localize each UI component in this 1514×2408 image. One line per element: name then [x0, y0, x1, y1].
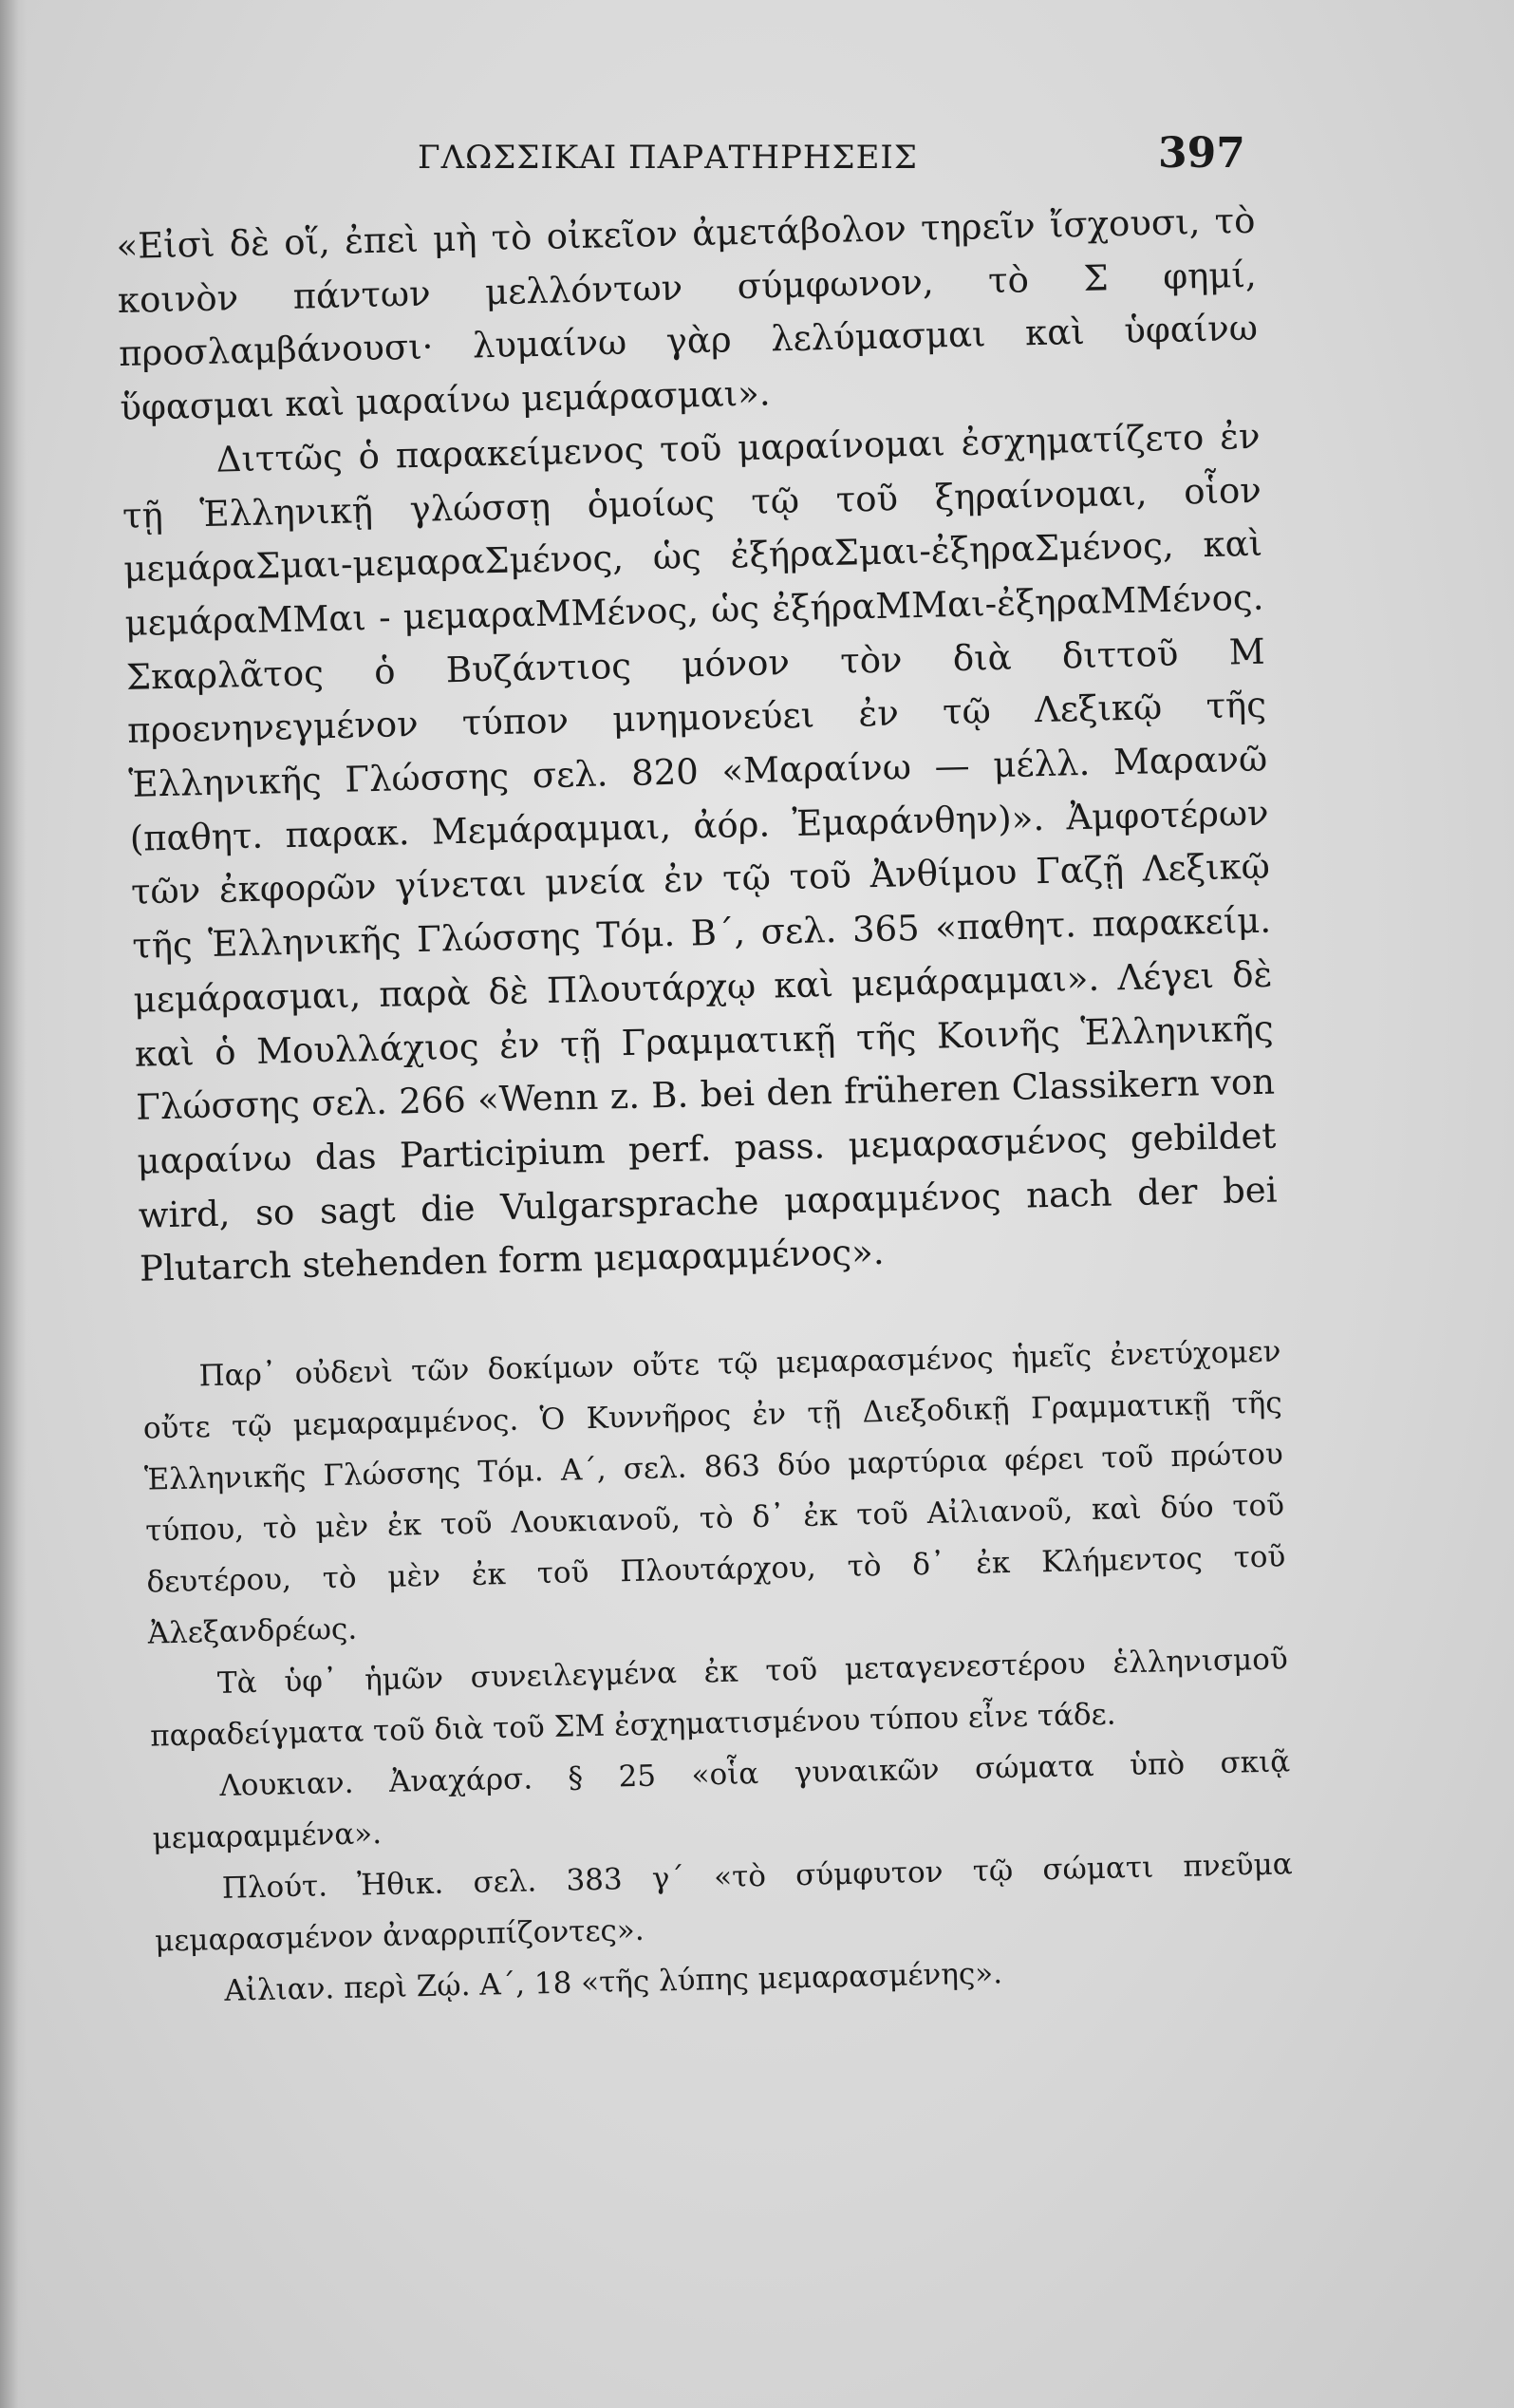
footnote-citation: Αἰλιαν. περὶ Ζῴ. Α΄, 18 «τῆς λύπης μεμαρασμένης».: [223, 1956, 1003, 2008]
footnote-citation: Λουκιαν. Ἀναχάρσ. § 25 «οἷα γυναικῶν σώματα ὑπὸ σκιᾷ μεμαραμμένα».: [152, 1744, 1291, 1856]
main-paragraph: Διττῶς ὁ παρακείμενος τοῦ μαραίνομαι ἐσχηματίζετο ἐν τῇ Ἑλληνικῇ γλώσσῃ ὁμοίως τῷ τοῦ ξηραίνομαι, οἷον μεμάραΣμαι-μεμαραΣμένος, ὡς ἐξήραΣμαι-ἐξηραΣμένος, καὶ μεμάραΜΜαι - μεμαραΜΜένος, ὡς ἐξήραΜΜαι-ἐξηραΜΜένος. Σκαρλᾶτος ὁ Βυζάντιος μόνον τὸν διὰ διττοῦ Μ προενηνεγμένον τύπον μνημονεύει ἐν τῷ Λεξικῷ τῆς Ἑλληνικῆς Γλώσσης σελ. 820 «Μαραίνω — μέλλ. Μαρανῶ (παθητ. παρακ. Μεμάραμμαι, ἀόρ. Ἐμαράνθην)». Ἀμφοτέρων τῶν ἐκφορῶν γίνεται μνεία ἐν τῷ τοῦ Ἀνθίμου Γαζῇ Λεξικῷ τῆς Ἑλληνικῆς Γλώσσης Τόμ. Β΄, σελ. 365 «παθητ. παρακείμ. μεμάρασμαι, παρὰ δὲ Πλουτάρχῳ καὶ μεμάραμμαι». Λέγει δὲ καὶ ὁ Μουλλάχιος ἐν τῇ Γραμματικῇ τῆς Κοινῆς Ἑλληνικῆς Γλώσσης σελ. 266 «Wenn z. B. bei den früheren Classikern von μαραίνω das Participium perf. pass. μεμαρασμένος gebildet wird, so sagt die Vulgarsprache μαραμμένος nach der bei Plutarch stehenden form μεμαραμμένος».: [121, 415, 1278, 1290]
footnote-citation: Πλούτ. Ἠθικ. σελ. 383 γ΄ «τὸ σύμφυτον τῷ σώματι πνεῦμα μεμαρασμένον ἀναρριπίζοντες».: [154, 1847, 1294, 1959]
running-head: ΓΛΩΣΣΙΚΑΙ ΠΑΡΑΤΗΡΗΣΕΙΣ: [418, 139, 918, 177]
footnote-paragraph: Τὰ ὑφ᾽ ἡμῶν συνειλεγμένα ἐκ τοῦ μεταγενεστέρου ἑλληνισμοῦ παραδείγματα τοῦ διὰ τοῦ ΣΜ ἐσχηματισμένου τύπου εἶνε τάδε.: [149, 1642, 1289, 1754]
footnote-paragraph: Παρ᾽ οὐδενὶ τῶν δοκίμων οὔτε τῷ μεμαρασμένος ἡμεῖς ἐνετύχομεν οὔτε τῷ μεμαραμμένος. Ὁ Κυννῆρος ἐν τῇ Διεξοδικῇ Γραμματικῇ τῆς Ἑλληνικῆς Γλώσσης Τόμ. Α΄, σελ. 863 δύο μαρτύρια φέρει τοῦ πρώτου τύπου, τὸ μὲν ἐκ τοῦ Λουκιανοῦ, τὸ δ᾽ ἐκ τοῦ Αἰλιανοῦ, καὶ δύο τοῦ δευτέρου, τὸ μὲν ἐκ τοῦ Πλουτάρχου, τὸ δ᾽ ἐκ Κλήμεντος τοῦ Ἀλεξανδρέως.: [142, 1334, 1286, 1651]
footnotes: [141, 1326, 1296, 2019]
page-body: [116, 195, 1296, 2019]
main-paragraph: «Εἰσὶ δὲ οἵ, ἐπεὶ μὴ τὸ οἰκεῖον ἀμετάβολον τηρεῖν ἴσχουσι, τὸ κοινὸν πάντων μελλόντων σύμφωνον, τὸ Σ φημί, προσλαμβάνουσι· λυμαίνω γὰρ λελύμασμαι καὶ ὑφαίνω ὕφασμαι καὶ μαραίνω μεμάρασμαι».: [116, 199, 1259, 429]
page-edge-shadow: [0, 0, 27, 2408]
page-header: [0, 122, 1514, 179]
main-text: [116, 195, 1279, 1297]
page-number: 397: [1158, 129, 1245, 178]
